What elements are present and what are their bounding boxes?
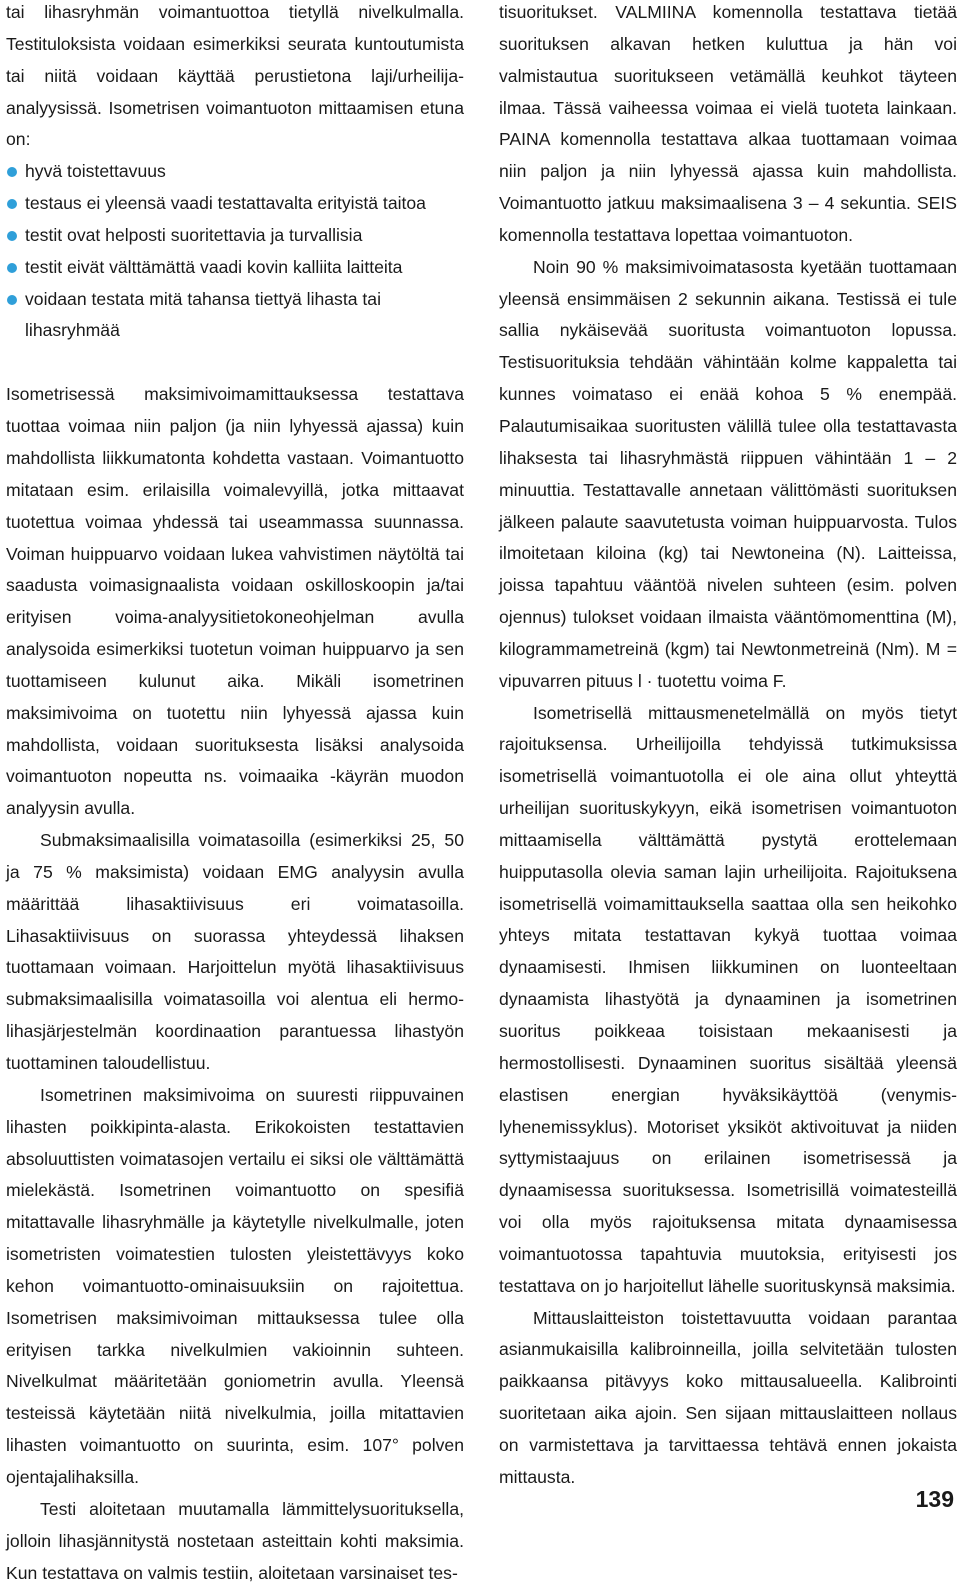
- list-item: testaus ei yleensä vaadi testattavalta erityistä taitoa: [6, 188, 464, 220]
- list-item: testit eivät välttämättä vaadi kovin kalliita laitteita: [6, 252, 464, 284]
- isometric-measurement-paragraph: Isometrisessä maksimivoimamittauksessa testattava tuottaa voimaa niin paljon (ja niin lyhyessä ajassa) kuin mahdollista liikkumatonta kohdetta vastaan. Voimantuotto mitataan esim. erilaisilla voimalevyillä, jotka mittaavat tuotettua voimaa yhdessä tai useammassa suunnassa. Voiman huippuarvo voidaan lukea vahvistimen näytöltä tai saadusta voimasignaalista voidaan oskilloskoopin ja/tai erityisen voima-analyysitietokoneohjelman avulla analysoida esimerkiksi tuotetun voiman huippuarvo ja sen tuottamiseen kulunut aika. Mikäli isometrinen maksimivoima on tuotettu niin lyhyessä ajassa kuin mahdollista, voidaan suorituksesta lisäksi analysoida voimantuoton nopeutta ns. voimaaika -käyrän muodon analyysin avulla.: [6, 384, 464, 819]
- cross-section-paragraph: Isometrinen maksimivoima on suuresti riippuvainen lihasten poikkipinta-alasta. Erikokoisten testattavien absoluuttisten voimatasojen vertailu ei siksi ole välttämättä mielekästä. Isometrinen voimantuotto on spesifiä mitattavalle lihasryhmälle ja käytetylle nivelkulmalle, joten isometristen voimatestien tulosten yleistettävyys koko kehon voimantuotto-ominaisuuksiin on rajoitettua. Isometrisen maksimivoiman mittauksessa tulee olla erityisen tarkka nivelkulmien vakioinnin suhteen. Nivelkulmat määritetään goniometrin avulla. Yleensä testeissä käytetään niitä nivelkulmia, joilla mitattavien lihasten voimantuotto on suurinta, esim. 107° polven ojentajalihaksilla.: [6, 1084, 464, 1487]
- test-start-paragraph: Testi aloitetaan muutamalla lämmittelysuorituksella, jolloin lihasjännitystä nostetaan asteittain kohti maksimia. Kun testattava on valmis testiin, aloitetaan varsinaiset tes-: [6, 1498, 464, 1583]
- list-item: testit ovat helposti suoritettavia ja turvallisia: [6, 220, 464, 252]
- intro-paragraph: tai lihasryhmän voimantuottoa tietyllä nivelkulmalla. Testituloksista voidaan esimerkiksi seurata kuntoutumista tai niitä voidaan käyttää perustietona laji/urheilija-analyysissä. Isometrisen voimantuoton mittaamisen etuna on:: [6, 2, 464, 150]
- limitations-paragraph: Isometrisellä mittausmenetelmällä on myös tietyt rajoituksensa. Urheilijoilla tehdyissä tutkimuksissa isometrisellä voimantuotolla ei ole aina ollut yhteyttä urheilijan suorituskykyyn, eikä isometrisen voimantuoton mittaamisella välttämättä pystytä erottelemaan huipputasolla olevia saman lajin urheilijoita. Rajoituksena isometrisellä voimamittauksella saattaa olla sen heikohko yhteys mitata testattavan kykyä tuottaa voimaa dynaamisesti. Ihmisen liikkuminen on luonteeltaan dynaamista lihastyötä ja dynaaminen ja isometrinen suoritus poikkeaa toisistaan mekaanisesti ja hermostollisesti. Dynaaminen suoritus sisältää yleensä elastisen energian hyväksikäyttöä (venymis-lyhenemissyklus). Motoriset yksiköt aktivoituvat ja niiden syttymistaajuus on erilainen isometrisessä ja dynaamisessa suorituksessa. Isometrisillä voimatesteillä voi olla myös rajoituksensa mitata dynaamisessa voimantuotossa tapahtuvia muutoksia, erityisesti jos testattava on jo harjoitellut lähelle suorituskynsä maksimia.: [499, 702, 957, 1296]
- left-column: [6, 0, 464, 1589]
- list-item: voidaan testata mitä tahansa tiettyä lihasta tai lihasryhmää: [6, 284, 464, 348]
- paragraph-gap: [6, 347, 464, 379]
- force-results-paragraph: Noin 90 % maksimivoimatasosta kyetään tuottamaan yleensä ensimmäisen 2 sekunnin aikana. Testissä ei tule sallia nykäisevää suoritusta voimantuoton lopussa. Testisuorituksia tehdään vähintään kolme kappaletta tai kunnes voimataso ei enää kohoa 5 % enempää. Palautumisaikaa suoritusten välillä tulee olla testattavasta lihaksesta tai lihasryhmästä riippuen vähintään 1 – 2 minuuttia. Testattavalle annetaan välittömästi suorituksen jälkeen palaute saavutetusta voiman huippuarvosta. Tulos ilmoitetaan kiloina (kg) tai Newtoneina (N). Laitteissa, joissa tapahtuu vääntöä nivelen suhteen (esim. polven ojennus) tulokset voidaan ilmaista vääntömomenttina (M), kilogrammametreinä (kgm) tai Newtonmetreinä (Nm). M = vipuvarren pituus l · tuotettu voima F.: [499, 256, 957, 691]
- test-commands-paragraph: tisuoritukset. VALMIINA komennolla testattava tietää suorituksen alkavan hetken kuluttua ja hän voi valmistautua suoritukseen vetämällä keuhkot täyteen ilmaa. Tässä vaiheessa voimaa ei vielä tuoteta lainkaan. PAINA komennolla testattava alkaa tuottamaan voimaa niin paljon ja niin lyhyessä ajassa kuin mahdollista. Voimantuotto jatkuu maksimaalisena 3 – 4 sekuntia. SEIS komennolla testattava lopettaa voimantuoton.: [499, 2, 957, 245]
- page-number: 139: [915, 1486, 954, 1512]
- right-column: [499, 0, 957, 1494]
- advantages-list: [6, 156, 464, 347]
- submaximal-paragraph: Submaksimaalisilla voimatasoilla (esimerkiksi 25, 50 ja 75 % maksimista) voidaan EMG analyysin avulla määrittää lihasaktiivisuus eri voimatasoilla. Lihasaktiivisuus on suorassa yhteydessä lihaksen tuottamaan voimaan. Harjoittelun myötä lihasaktiivisuus submaksimaalisilla voimatasoilla voi alentua eli hermo-lihasjärjestelmän koordinaation parantuessa lihastyön tuottaminen taloudellistuu.: [6, 830, 464, 1073]
- calibration-paragraph: Mittauslaitteiston toistettavuutta voidaan parantaa asianmukaisilla kalibroinneilla, joilla selvitetään tulosten paikkaansa pitävyys koko mittausalueella. Kalibrointi suoritetaan aika ajoin. Sen sijaan mittauslaitteen nollaus on varmistettava ja tarvittaessa tehtävä ennen jokaista mittausta.: [499, 1307, 957, 1487]
- list-item: hyvä toistettavuus: [6, 156, 464, 188]
